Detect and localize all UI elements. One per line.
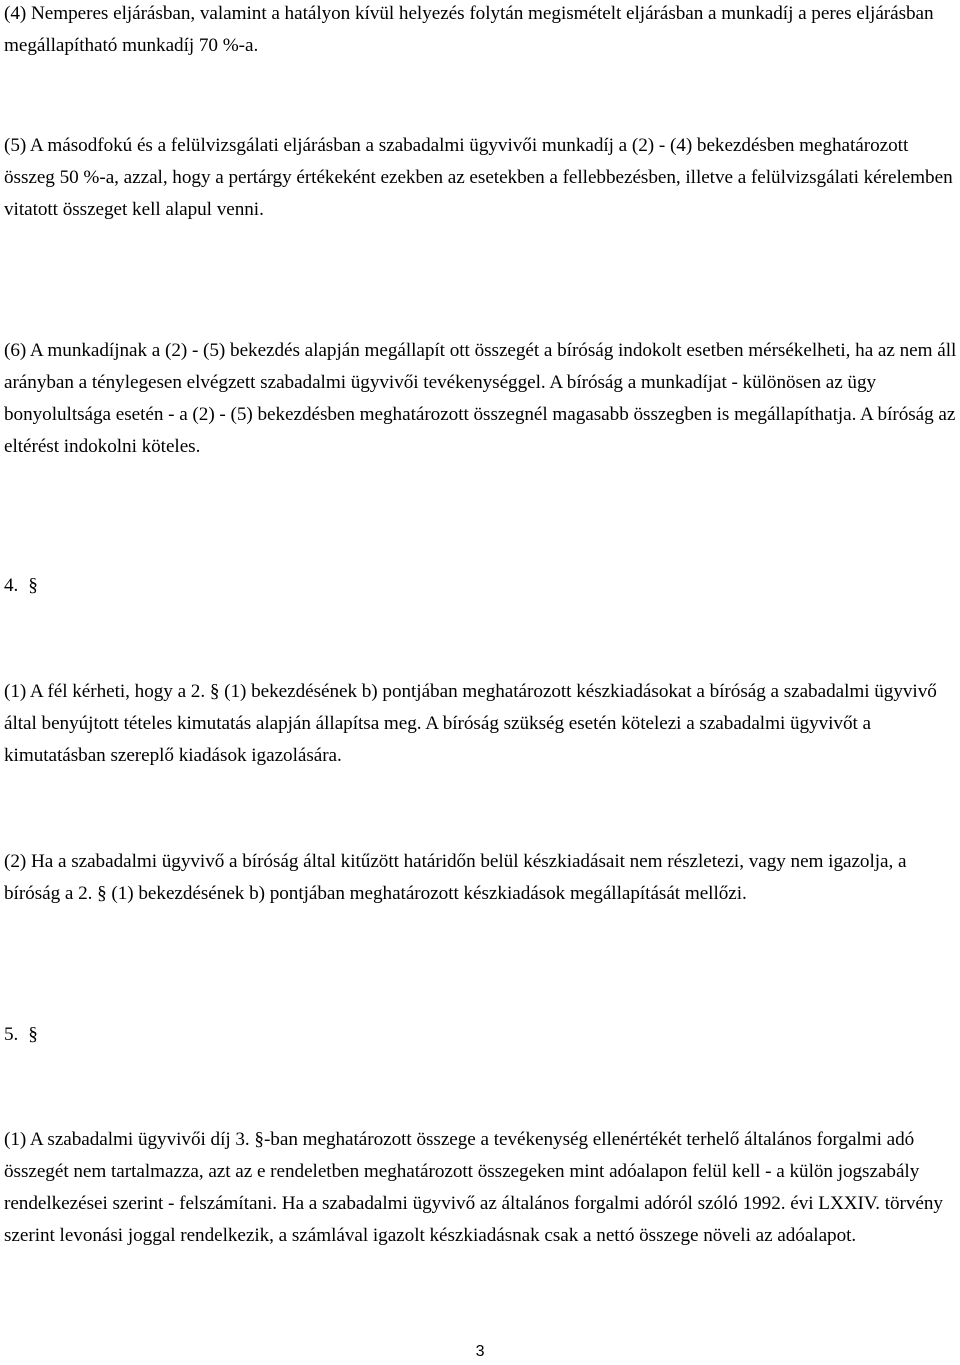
section-4-heading bbox=[4, 570, 38, 602]
section-4-paragraph-2: (2) Ha a szabadalmi ügyvivő a bíróság által kitűzött határidőn belül készkiadásait nem részletezi, vagy nem igazolja, a bíróság a 2. § (1) bekezdésének b) pontjában meghatározott készkiadások megállapítását mellőzi. bbox=[4, 851, 907, 904]
paragraph-6: (6) A munkadíjnak a (2) - (5) bekezdés alapján megállapít ott összegét a bíróság indokolt esetben mérsékelheti, ha az nem áll arányban a ténylegesen elvégzett szabadalmi ügyvivői tevékenységgel. A bíróság a munkadíjat - különösen az ügy bonyolultsága esetén - a (2) - (5) bekezdésben meghatározott összegnél magasabb összegben is megállapíthatja. A bíróság az eltérést indokolni köteles. bbox=[4, 340, 957, 457]
section-5-heading bbox=[4, 1019, 38, 1051]
section-4-paragraph-1: (1) A fél kérheti, hogy a 2. § (1) bekezdésének b) pontjában meghatározott készkiadásokat a bíróság a szabadalmi ügyvivő által benyújtott tételes kimutatás alapján állapítsa meg. A bíróság szükség esetén kötelezi a szabadalmi ügyvivőt a kimutatásban szereplő kiadások igazolására. bbox=[4, 681, 937, 766]
section-symbol-5: § bbox=[28, 1024, 38, 1045]
paragraph-5: (5) A másodfokú és a felülvizsgálati eljárásban a szabadalmi ügyvivői munkadíj a (2) - (4) bekezdésben meghatározott összeg 50 %-a, azzal, hogy a pertárgy értékeként ezekben az esetekben a fellebbezésben, illetve a felülvizsgálati kérelemben vitatott összeget kell alapul venni. bbox=[4, 135, 953, 220]
section-symbol-4: § bbox=[28, 575, 38, 596]
section-4-number: 4. bbox=[4, 575, 19, 596]
page-number: 3 bbox=[475, 1343, 485, 1360]
paragraph-4-continuation: (4) Nemperes eljárásban, valamint a hatályon kívül helyezés folytán megismételt eljárásban a munkadíj a peres eljárásban megállapítható munkadíj 70 %-a. bbox=[4, 3, 934, 56]
section-5-number: 5. bbox=[4, 1024, 19, 1045]
section-5-paragraph-1: (1) A szabadalmi ügyvivői díj 3. §-ban meghatározott összege a tevékenység ellenértékét terhelő általános forgalmi adó összegét nem tartalmazza, azt az e rendeletben meghatározott összegeken mint adóalapon felül kell - a külön jogszabály rendelkezései szerint - felszámítani. Ha a szabadalmi ügyvivő az általános forgalmi adóról szóló 1992. évi LXXIV. törvény szerint levonási joggal rendelkezik, a számlával igazolt készkiadásnak csak a nettó összege növeli az adóalapot. bbox=[4, 1129, 943, 1246]
